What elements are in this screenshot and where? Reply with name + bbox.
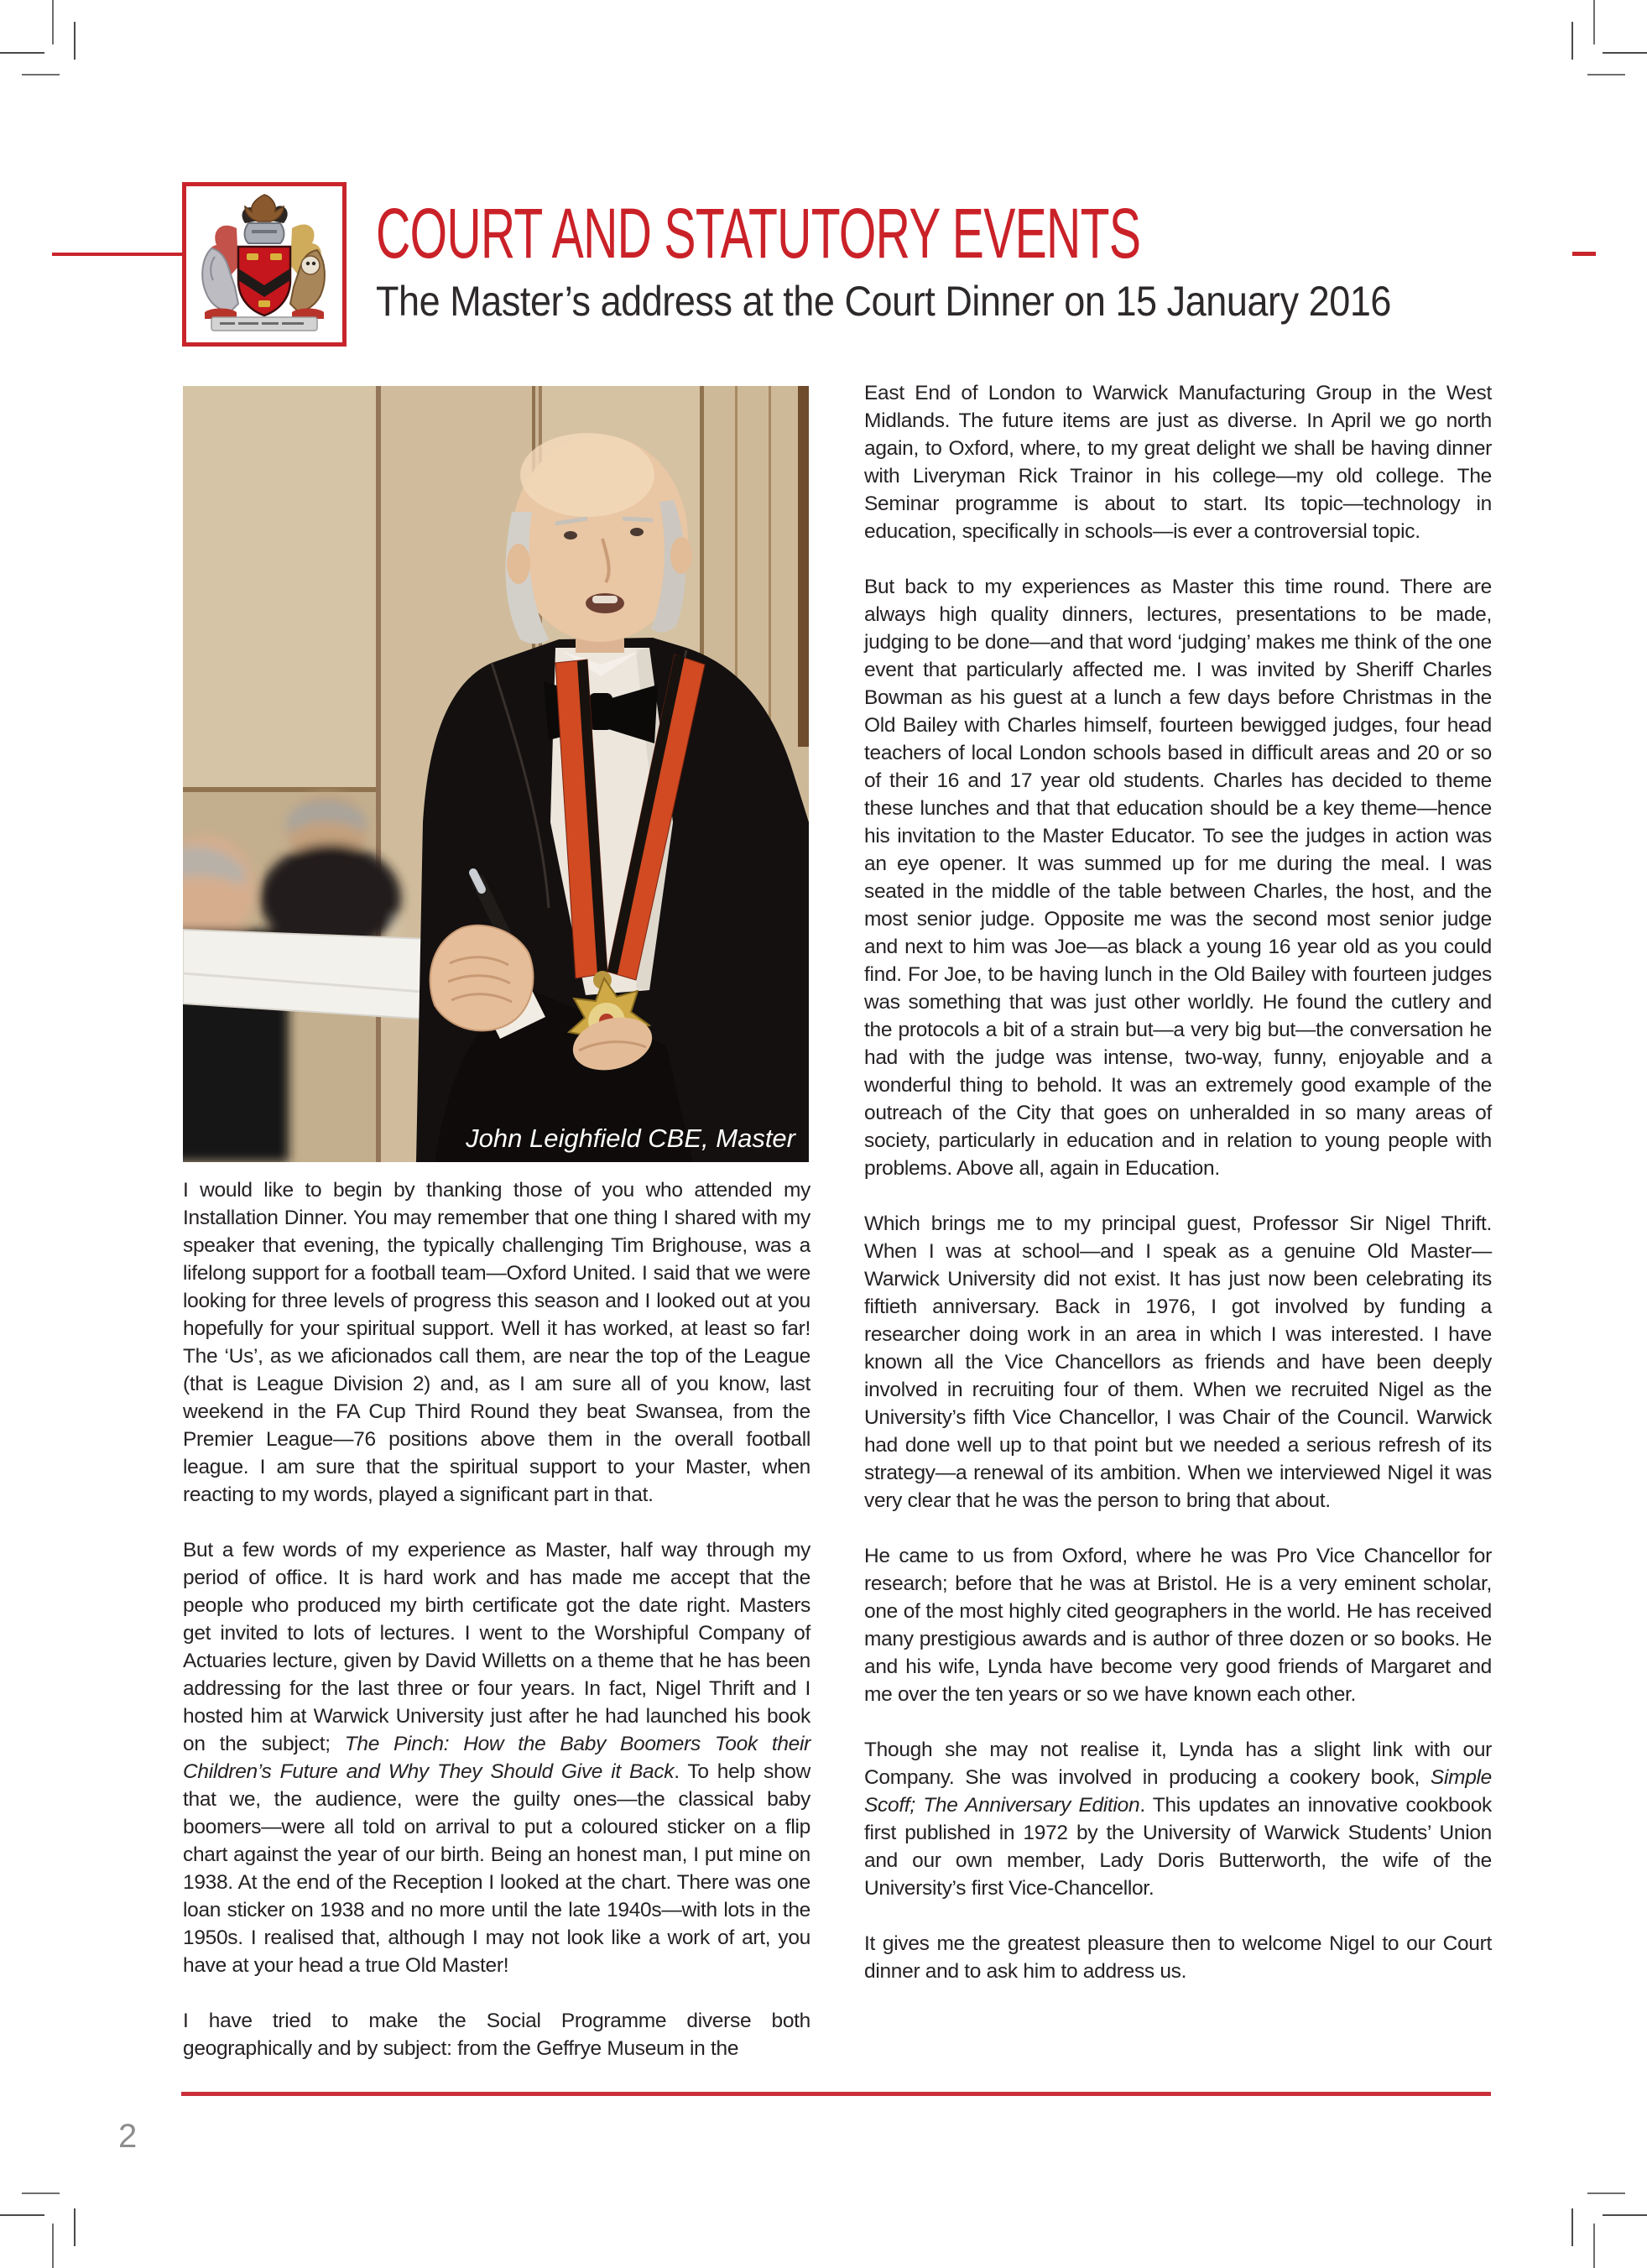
paragraph: I have tried to make the Social Programme diverse both geographically and by subject: from the Geffrye Museum in the: [183, 2010, 810, 2060]
paragraph: Which brings me to my principal guest, Professor Sir Nigel Thrift. When I was at school—and I speak as a genuine Old Master—Warwick University did not exist. It has just now been celebrating its fiftieth anniversary. Back in 1976, I got involved by funding a researcher doing work in an area in which I was interested. I have known all the Vice Chancellors as friends and have been deeply involved in recruiting four of them. When we recruited Nigel as the University’s fifth Vice Chancellor, I was Chair of the Council. Warwick had done well up to that point but we needed a serious refresh of its strategy—a renewal of its ambition. When we interviewed Nigel it was very clear that he was the person to bring that about.: [864, 1212, 1492, 1512]
paragraph: East End of London to Warwick Manufacturing Group in the West Midlands. The future items are just as diverse. In April we go north again, to Oxford, where, to my great delight we shall be having dinner with Liveryman Rick Trainor in his college—my old college. The Seminar programme is about to start. Its topic—technology in education, specifically in schools—is ever a controversial topic.: [864, 382, 1492, 543]
footer-rule: [181, 2092, 1491, 2096]
photo-image: [183, 386, 809, 1162]
page-title: COURT AND STATUTORY EVENTS: [376, 194, 1141, 273]
page-subtitle: The Master’s address at the Court Dinner on 15 January 2016: [376, 278, 1391, 325]
page-number: 2: [118, 2118, 138, 2155]
paragraph: He came to us from Oxford, where he was Pro Vice Chancellor for research; before that he was at Bristol. He is a very eminent scholar, one of the most highly cited geographers in the world. He has received many prestigious awards and is author of three dozen or so books. He and his wife, Lynda have become very good friends of Margaret and me over the ten years or so we have known each other.: [864, 1545, 1492, 1706]
paragraph: It gives me the greatest pleasure then to welcome Nigel to our Court dinner and to ask him to address us.: [864, 1932, 1492, 1983]
paragraph: But back to my experiences as Master this time round. There are always high quality dinners, lectures, presentations to be made, judging to be done—and that word ‘judging’ makes me think of the one event that particularly affected me. I was invited by Sheriff Charles Bowman as his guest at a lunch a few days before Christmas in the Old Bailey with Charles himself, fourteen bewigged judges, four head teachers of local London schools based in difficult areas and 20 or so of their 16 and 17 year old students. Charles has decided to theme these lunches and that that education should be a key theme—hence his invitation to the Master Educator. To see the judges in action was an eye opener. It was summed up for me during the meal. I was seated in the middle of the table between Charles, the host, and the most senior judge. Opposite me was the second most senior judge and next to him was Joe—as black a young 16 year old as you could find. For Joe, to be having lunch in the Old Bailey with fourteen judges was something that was just other worldly. He found the cutlery and the protocols a bit of a strain but—a very big but—the conversation he had with the judge was intense, two-way, funny, enjoyable and a wonderful thing to behold. It was an extremely good example of the outreach of the City that goes on unheralded in so many areas of society, particularly in education and in relation to young people with problems. Above all, again in Education.: [864, 576, 1492, 1180]
article-column-left: [183, 1176, 810, 2062]
photo-caption: John Leighfield CBE, Master: [466, 1124, 795, 1153]
header-accent-dash: [1572, 252, 1596, 256]
header-accent-rule: [52, 253, 182, 256]
article-column-right: [864, 379, 1492, 1985]
paragraph: But a few words of my experience as Master, half way through my period of office. It is hard work and has made me accept that the people who produced my birth certificate got the date right. Masters get invited to lots of lectures. I went to the Worshipful Company of Actuaries lecture, given by David Willetts on a theme that he has been addressing for the last three or four years. In fact, Nigel Thrift and I hosted him at Warwick University just after he had launched his book on the subject; The Pinch: How the Baby Boomers Took their Children’s Future and Why They Should Give it Back. To help show that we, the audience, were the guilty ones—the classical baby boomers—were all told on arrival to put a coloured sticker on a flip chart against the year of our birth. Being an honest man, I put mine on 1938. At the end of the Reception I looked at the chart. There was one loan sticker on 1938 and no more until the late 1940s—with lots in the 1950s. I realised that, although I may not look like a work of art, you have at your head a true Old Master!: [183, 1539, 810, 1977]
coat-of-arms-image: [186, 186, 342, 342]
master-photograph: [183, 386, 809, 1162]
livery-company-crest: [182, 182, 347, 347]
paragraph: Though she may not realise it, Lynda has a slight link with our Company. She was involved in producing a cookery book, Simple Scoff; The Anniversary Edition. This updates an innovative cookbook first published in 1972 by the University of Warwick Students’ Union and our own member, Lady Doris Butterworth, the wife of the University’s first Vice-Chancellor.: [864, 1739, 1492, 1900]
paragraph: I would like to begin by thanking those of you who attended my Installation Dinner. You may remember that one thing I shared with my speaker that evening, the typically challenging Tim Brighouse, was a lifelong support for a football team—Oxford United. I said that we were looking for three levels of progress this season and I looked out at you hopefully for your spiritual support. Well it has worked, at least so far! The ‘Us’, as we aficionados call them, are near the top of the League (that is League Division 2) and, as I am sure all of you know, last weekend in the FA Cup Third Round they beat Swansea, from the Premier League—76 positions above them in the overall football league. I am sure that the spiritual support to your Master, when reacting to my words, played a significant part in that.: [183, 1179, 810, 1506]
